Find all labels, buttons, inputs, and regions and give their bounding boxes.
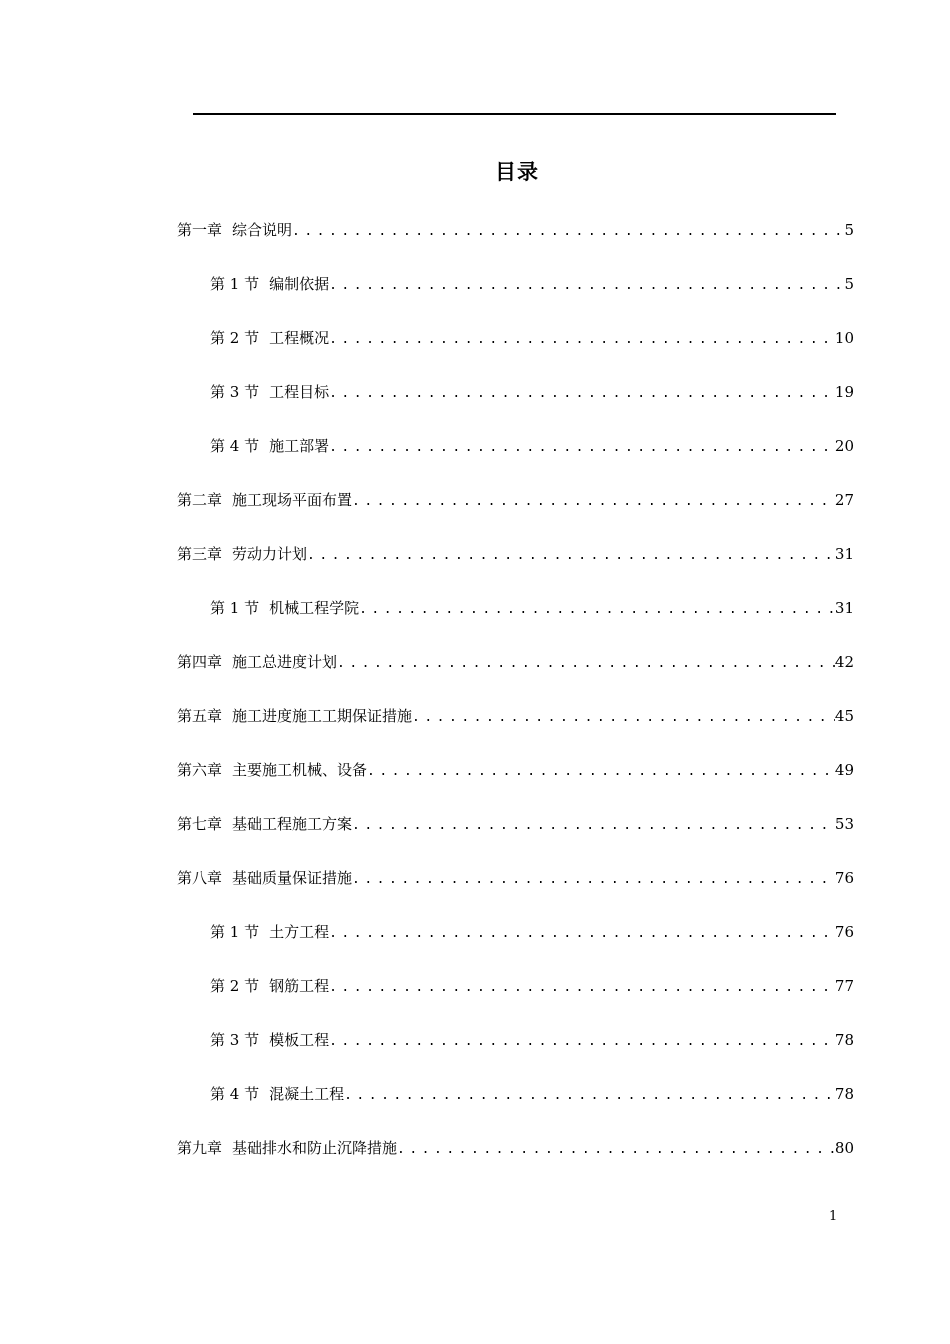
toc-entry-title: 基础工程施工方案 xyxy=(232,815,353,833)
toc-chapter-entry[interactable] xyxy=(177,867,854,889)
toc-entry-number: 第九章 xyxy=(177,1139,223,1157)
toc-title: 目录 xyxy=(495,160,539,184)
toc-entry-number: 第五章 xyxy=(177,707,223,725)
toc-entry-number: 第六章 xyxy=(177,761,223,779)
dot-leader xyxy=(359,599,835,621)
toc-entry-title: 施工进度施工工期保证措施 xyxy=(232,707,413,725)
header-rule xyxy=(193,113,836,115)
toc-chapter-entry[interactable] xyxy=(177,813,854,835)
dot-leader xyxy=(307,545,835,567)
dot-leader xyxy=(352,869,835,891)
toc-entry-number: 第 3 节 xyxy=(210,383,260,401)
toc-entry-page: 77 xyxy=(834,977,854,995)
toc-entry-page: 76 xyxy=(834,869,854,887)
toc-entry-page: 80 xyxy=(834,1139,854,1157)
dot-leader xyxy=(329,923,835,945)
toc-entry-page: 5 xyxy=(844,221,854,239)
toc-entry-number: 第四章 xyxy=(177,653,223,671)
toc-entry-page: 10 xyxy=(834,329,854,347)
toc-chapter-entry[interactable] xyxy=(177,651,854,673)
toc-entry-page: 76 xyxy=(834,923,854,941)
toc-entry-page: 31 xyxy=(834,545,854,563)
toc-entry-title: 综合说明 xyxy=(232,221,293,239)
toc-entry-page: 45 xyxy=(834,707,854,725)
toc-entry-title: 混凝土工程 xyxy=(269,1085,345,1103)
toc-entry-title: 土方工程 xyxy=(269,923,330,941)
toc-entry-title: 模板工程 xyxy=(269,1031,330,1049)
toc-entry-page: 53 xyxy=(834,815,854,833)
toc-section-entry[interactable] xyxy=(210,273,854,295)
toc-entry-number: 第八章 xyxy=(177,869,223,887)
dot-leader xyxy=(329,329,835,351)
toc-section-entry[interactable] xyxy=(210,327,854,349)
toc-entry-title: 基础排水和防止沉降措施 xyxy=(232,1139,398,1157)
toc-entry-number: 第 4 节 xyxy=(210,437,260,455)
toc-chapter-entry[interactable] xyxy=(177,489,854,511)
dot-leader xyxy=(329,977,835,999)
toc-entry-title: 施工总进度计划 xyxy=(232,653,338,671)
toc-entry-page: 20 xyxy=(834,437,854,455)
dot-leader xyxy=(329,383,835,405)
toc-entry-number: 第 1 节 xyxy=(210,923,260,941)
toc-chapter-entry[interactable] xyxy=(177,543,854,565)
dot-leader xyxy=(292,221,844,243)
toc-chapter-entry[interactable] xyxy=(177,219,854,241)
toc-entry-title: 施工现场平面布置 xyxy=(232,491,353,509)
toc-entry-page: 31 xyxy=(834,599,854,617)
toc-entry-title: 机械工程学院 xyxy=(269,599,360,617)
toc-entry-number: 第 4 节 xyxy=(210,1085,260,1103)
toc-section-entry[interactable] xyxy=(210,435,854,457)
dot-leader xyxy=(352,815,835,837)
dot-leader xyxy=(367,761,835,783)
toc-entry-page: 78 xyxy=(834,1031,854,1049)
toc-chapter-entry[interactable] xyxy=(177,1137,854,1159)
toc-entry-title: 工程概况 xyxy=(269,329,330,347)
toc-section-entry[interactable] xyxy=(210,381,854,403)
toc-entry-number: 第七章 xyxy=(177,815,223,833)
dot-leader xyxy=(412,707,835,729)
toc-section-entry[interactable] xyxy=(210,1029,854,1051)
dot-leader xyxy=(329,1031,835,1053)
toc-entry-number: 第二章 xyxy=(177,491,223,509)
toc-section-entry[interactable] xyxy=(210,597,854,619)
toc-entry-title: 基础质量保证措施 xyxy=(232,869,353,887)
toc-entry-number: 第三章 xyxy=(177,545,223,563)
toc-section-entry[interactable] xyxy=(210,1083,854,1105)
toc-entry-title: 施工部署 xyxy=(269,437,330,455)
toc-entry-number: 第 3 节 xyxy=(210,1031,260,1049)
dot-leader xyxy=(329,275,844,297)
toc-chapter-entry[interactable] xyxy=(177,705,854,727)
toc-entry-number: 第 2 节 xyxy=(210,977,260,995)
toc-entry-number: 第 1 节 xyxy=(210,275,260,293)
dot-leader xyxy=(337,653,835,675)
dot-leader xyxy=(344,1085,835,1107)
toc-entry-title: 钢筋工程 xyxy=(269,977,330,995)
toc-entry-title: 编制依据 xyxy=(269,275,330,293)
dot-leader xyxy=(329,437,835,459)
toc-entry-title: 工程目标 xyxy=(269,383,330,401)
dot-leader xyxy=(352,491,835,513)
toc-entry-number: 第 1 节 xyxy=(210,599,260,617)
toc-section-entry[interactable] xyxy=(210,921,854,943)
toc-entry-page: 19 xyxy=(834,383,854,401)
toc-chapter-entry[interactable] xyxy=(177,759,854,781)
toc-section-entry[interactable] xyxy=(210,975,854,997)
toc-entry-title: 劳动力计划 xyxy=(232,545,308,563)
toc-entry-page: 49 xyxy=(834,761,854,779)
page-number: 1 xyxy=(829,1209,838,1224)
toc-entry-page: 27 xyxy=(834,491,854,509)
dot-leader xyxy=(397,1139,835,1161)
toc-entry-number: 第 2 节 xyxy=(210,329,260,347)
toc-entry-number: 第一章 xyxy=(177,221,223,239)
toc-entry-page: 42 xyxy=(834,653,854,671)
toc-entry-title: 主要施工机械、设备 xyxy=(232,761,368,779)
toc-entry-page: 5 xyxy=(844,275,854,293)
toc-entry-page: 78 xyxy=(834,1085,854,1103)
